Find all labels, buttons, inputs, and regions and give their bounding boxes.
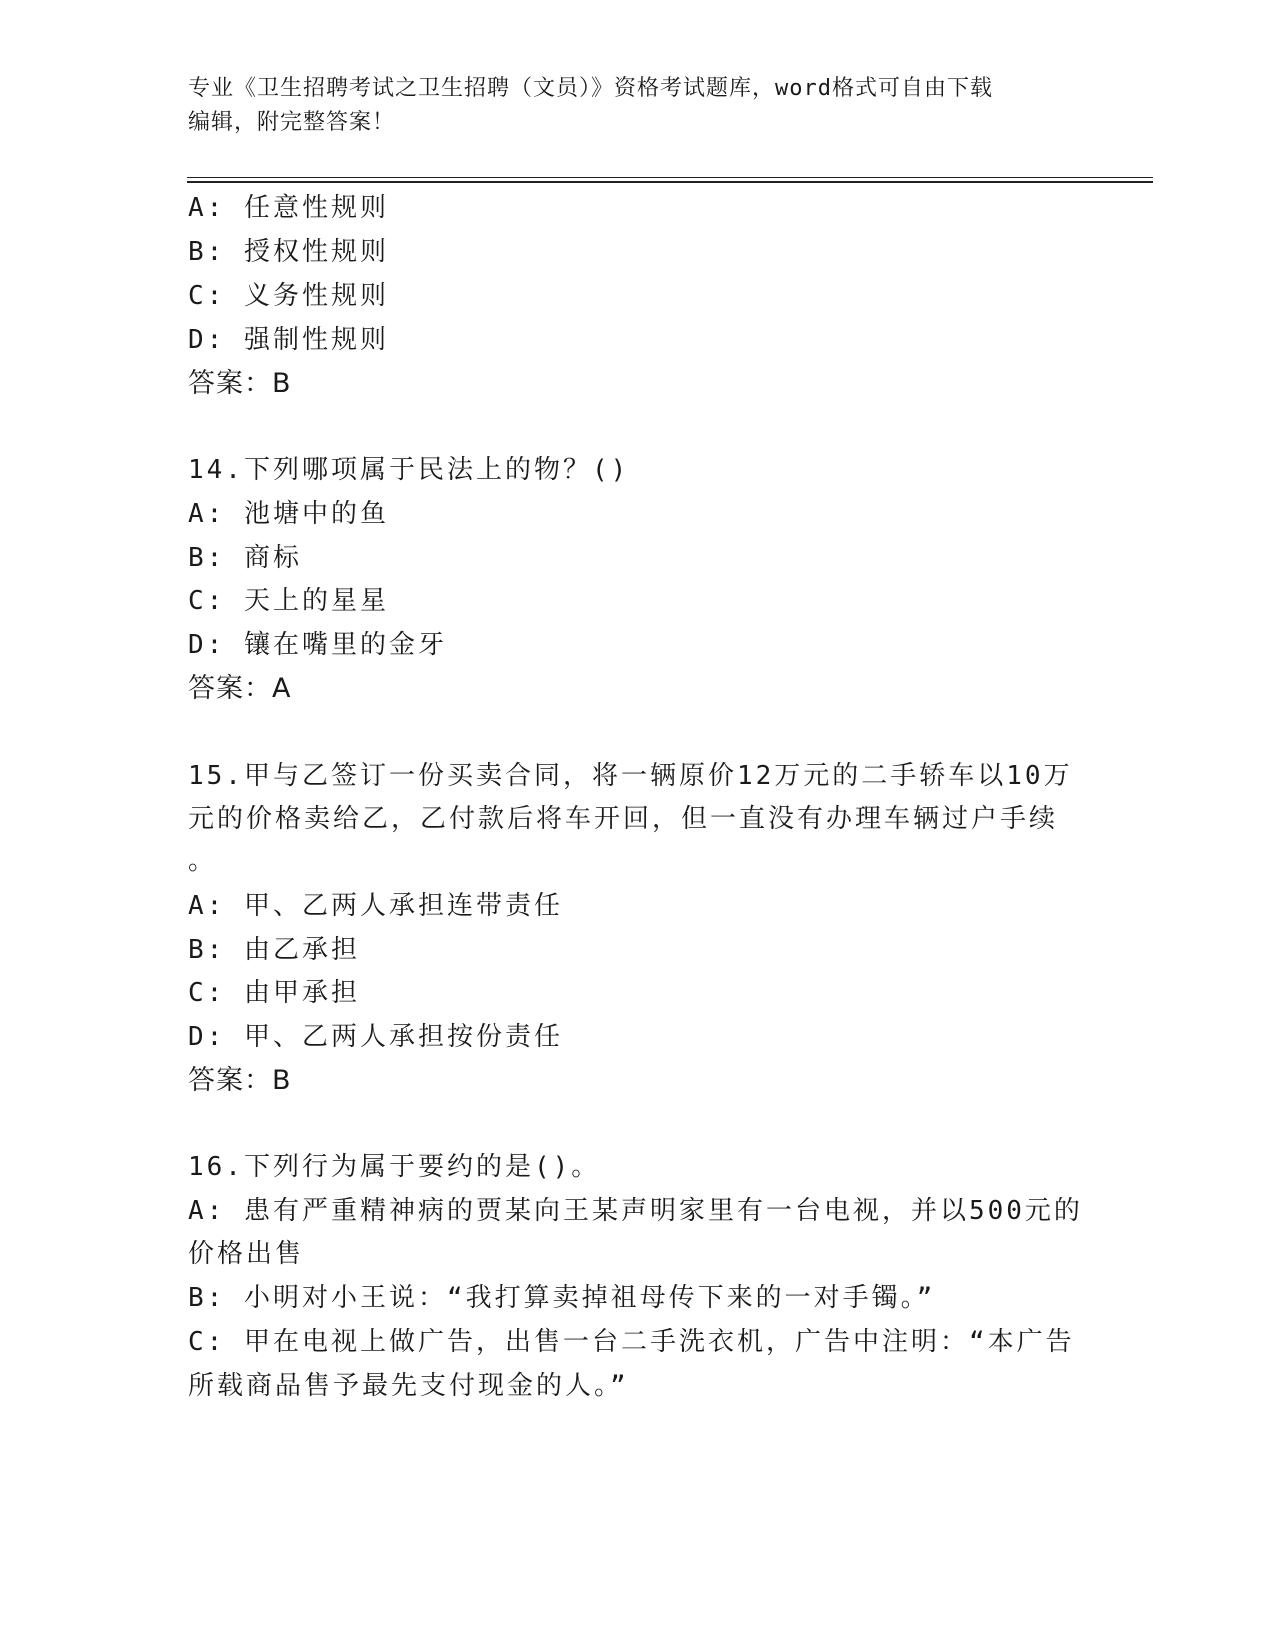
- header-line-1: 专业《卫生招聘考试之卫生招聘（文员）》资格考试题库，word格式可自由下载: [188, 76, 993, 101]
- q14-option-c: C: 天上的星星: [188, 586, 389, 616]
- q13-answer: 答案：B: [188, 368, 292, 399]
- q15-stem-line-1: 15.甲与乙签订一份买卖合同，将一辆原价12万元的二手轿车以10万: [188, 761, 1073, 791]
- header-rule-thick: [187, 181, 1153, 183]
- q14-option-d: D: 镶在嘴里的金牙: [188, 630, 447, 660]
- q15-option-b: B: 由乙承担: [188, 935, 360, 965]
- q13-option-a: A: 任意性规则: [188, 193, 389, 223]
- q15-stem-line-2: 元的价格卖给乙，乙付款后将车开回，但一直没有办理车辆过户手续: [188, 804, 1059, 834]
- q13-option-b: B: 授权性规则: [188, 237, 389, 267]
- q15-answer: 答案：B: [188, 1065, 292, 1096]
- q13-option-d: D: 强制性规则: [188, 325, 389, 355]
- q16-option-c-line-1: C: 甲在电视上做广告，出售一台二手洗衣机，广告中注明：“本广告: [188, 1327, 1075, 1357]
- q15-option-a: A: 甲、乙两人承担连带责任: [188, 891, 563, 921]
- q15-stem-line-3: 。: [188, 846, 218, 876]
- q15-option-d: D: 甲、乙两人承担按份责任: [188, 1022, 563, 1052]
- q15-option-c: C: 由甲承担: [188, 978, 360, 1008]
- q16-option-b: B: 小明对小王说：“我打算卖掉祖母传下来的一对手镯。”: [188, 1283, 936, 1313]
- q16-stem: 16.下列行为属于要约的是()。: [188, 1152, 601, 1182]
- q14-option-b: B: 商标: [188, 543, 302, 573]
- q14-stem: 14.下列哪项属于民法上的物？(): [188, 455, 630, 485]
- document-header: [188, 72, 1088, 140]
- q16-option-c-line-2: 所载商品售予最先支付现金的人。”: [188, 1371, 629, 1401]
- q13-option-c: C: 义务性规则: [188, 281, 389, 311]
- q14-option-a: A: 池塘中的鱼: [188, 499, 389, 529]
- header-line-2: 编辑，附完整答案！: [188, 110, 396, 135]
- q16-option-a-line-1: A: 患有严重精神病的贾某向王某声明家里有一台电视，并以500元的: [188, 1196, 1083, 1226]
- q16-option-a-line-2: 价格出售: [188, 1239, 305, 1269]
- q14-answer: 答案：A: [188, 673, 292, 704]
- header-rule-thin: [187, 177, 1153, 178]
